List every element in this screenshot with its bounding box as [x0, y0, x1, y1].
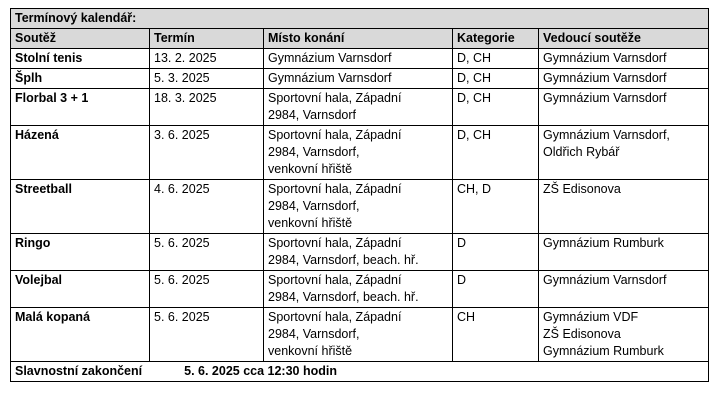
- cell-date: 3. 6. 2025: [150, 126, 264, 180]
- header-row: [11, 29, 709, 49]
- cell-organizer-line: Gymnázium Varnsdorf,: [543, 128, 670, 142]
- cell-date: 18. 3. 2025: [150, 89, 264, 126]
- cell-organizer: [539, 49, 709, 69]
- cell-place-line: Sportovní hala, Západní: [268, 182, 402, 196]
- cell-date: 5. 3. 2025: [150, 69, 264, 89]
- table-body: [11, 49, 709, 362]
- cell-place-line: venkovní hřiště: [268, 344, 353, 358]
- column-header-sport: Soutěž: [11, 29, 150, 49]
- cell-place: [264, 69, 453, 89]
- cell-sport: Streetball: [11, 180, 150, 234]
- cell-place-line: 2984, Varnsdorf: [268, 108, 357, 122]
- cell-date: 5. 6. 2025: [150, 234, 264, 271]
- cell-place-line: 2984, Varnsdorf,: [268, 145, 360, 159]
- cell-place-line: venkovní hřiště: [268, 216, 353, 230]
- table-row: [11, 49, 709, 69]
- cell-place-line: Gymnázium Varnsdorf: [268, 71, 392, 85]
- cell-sport: Malá kopaná: [11, 308, 150, 362]
- cell-organizer-line: Gymnázium Rumburk: [543, 344, 664, 358]
- cell-sport: Házená: [11, 126, 150, 180]
- cell-organizer-line: ZŠ Edisonova: [543, 327, 621, 341]
- cell-place: [264, 308, 453, 362]
- column-header-place: Místo konání: [264, 29, 453, 49]
- cell-category: D: [453, 234, 539, 271]
- cell-place: [264, 234, 453, 271]
- schedule-document: [10, 8, 708, 382]
- cell-category: D, CH: [453, 126, 539, 180]
- cell-organizer-line: Gymnázium Varnsdorf: [543, 51, 667, 65]
- cell-place-line: 2984, Varnsdorf, beach. hř.: [268, 253, 419, 267]
- table-row: [11, 271, 709, 308]
- closing-ceremony-value: 5. 6. 2025 cca 12:30 hodin: [184, 364, 337, 378]
- cell-organizer: [539, 126, 709, 180]
- cell-category: D: [453, 271, 539, 308]
- cell-organizer-line: Gymnázium Varnsdorf: [543, 273, 667, 287]
- cell-place-line: Gymnázium Varnsdorf: [268, 51, 392, 65]
- column-header-category: Kategorie: [453, 29, 539, 49]
- cell-place: [264, 180, 453, 234]
- cell-category: CH: [453, 308, 539, 362]
- cell-category: D, CH: [453, 69, 539, 89]
- cell-place-line: Sportovní hala, Západní: [268, 236, 402, 250]
- table-row: [11, 126, 709, 180]
- cell-place-line: 2984, Varnsdorf, beach. hř.: [268, 290, 419, 304]
- cell-place-line: Sportovní hala, Západní: [268, 91, 402, 105]
- closing-ceremony: [11, 362, 709, 382]
- cell-place-line: 2984, Varnsdorf,: [268, 199, 360, 213]
- cell-date: 5. 6. 2025: [150, 271, 264, 308]
- cell-organizer-line: Gymnázium Rumburk: [543, 236, 664, 250]
- cell-place: [264, 271, 453, 308]
- cell-place: [264, 126, 453, 180]
- cell-organizer: [539, 271, 709, 308]
- cell-organizer: [539, 89, 709, 126]
- table-title: Termínový kalendář:: [11, 9, 709, 29]
- cell-organizer-line: Gymnázium Varnsdorf: [543, 91, 667, 105]
- cell-category: D, CH: [453, 89, 539, 126]
- cell-organizer: [539, 308, 709, 362]
- cell-sport: Volejbal: [11, 271, 150, 308]
- cell-place: [264, 89, 453, 126]
- cell-sport: Florbal 3 + 1: [11, 89, 150, 126]
- cell-category: D, CH: [453, 49, 539, 69]
- closing-ceremony-label: Slavnostní zakončení: [15, 364, 143, 378]
- cell-organizer: [539, 180, 709, 234]
- cell-organizer: [539, 69, 709, 89]
- table-row: [11, 69, 709, 89]
- cell-place: [264, 49, 453, 69]
- cell-category: CH, D: [453, 180, 539, 234]
- column-header-date: Termín: [150, 29, 264, 49]
- cell-organizer: [539, 234, 709, 271]
- cell-place-line: Sportovní hala, Západní: [268, 273, 402, 287]
- cell-sport: Šplh: [11, 69, 150, 89]
- table-row: [11, 89, 709, 126]
- table-row: [11, 234, 709, 271]
- cell-sport: Ringo: [11, 234, 150, 271]
- footer-row: [11, 362, 709, 382]
- cell-organizer-line: Gymnázium Varnsdorf: [543, 71, 667, 85]
- cell-place-line: 2984, Varnsdorf,: [268, 327, 360, 341]
- column-header-organizer: Vedoucí soutěže: [539, 29, 709, 49]
- cell-place-line: Sportovní hala, Západní: [268, 310, 402, 324]
- cell-date: 4. 6. 2025: [150, 180, 264, 234]
- cell-date: 13. 2. 2025: [150, 49, 264, 69]
- cell-sport: Stolní tenis: [11, 49, 150, 69]
- table-row: [11, 308, 709, 362]
- cell-organizer-line: ZŠ Edisonova: [543, 182, 621, 196]
- table-row: [11, 180, 709, 234]
- cell-date: 5. 6. 2025: [150, 308, 264, 362]
- cell-place-line: Sportovní hala, Západní: [268, 128, 402, 142]
- cell-organizer-line: Gymnázium VDF: [543, 310, 639, 324]
- schedule-table: [10, 8, 709, 382]
- cell-place-line: venkovní hřiště: [268, 162, 353, 176]
- cell-organizer-line: Oldřich Rybář: [543, 145, 620, 159]
